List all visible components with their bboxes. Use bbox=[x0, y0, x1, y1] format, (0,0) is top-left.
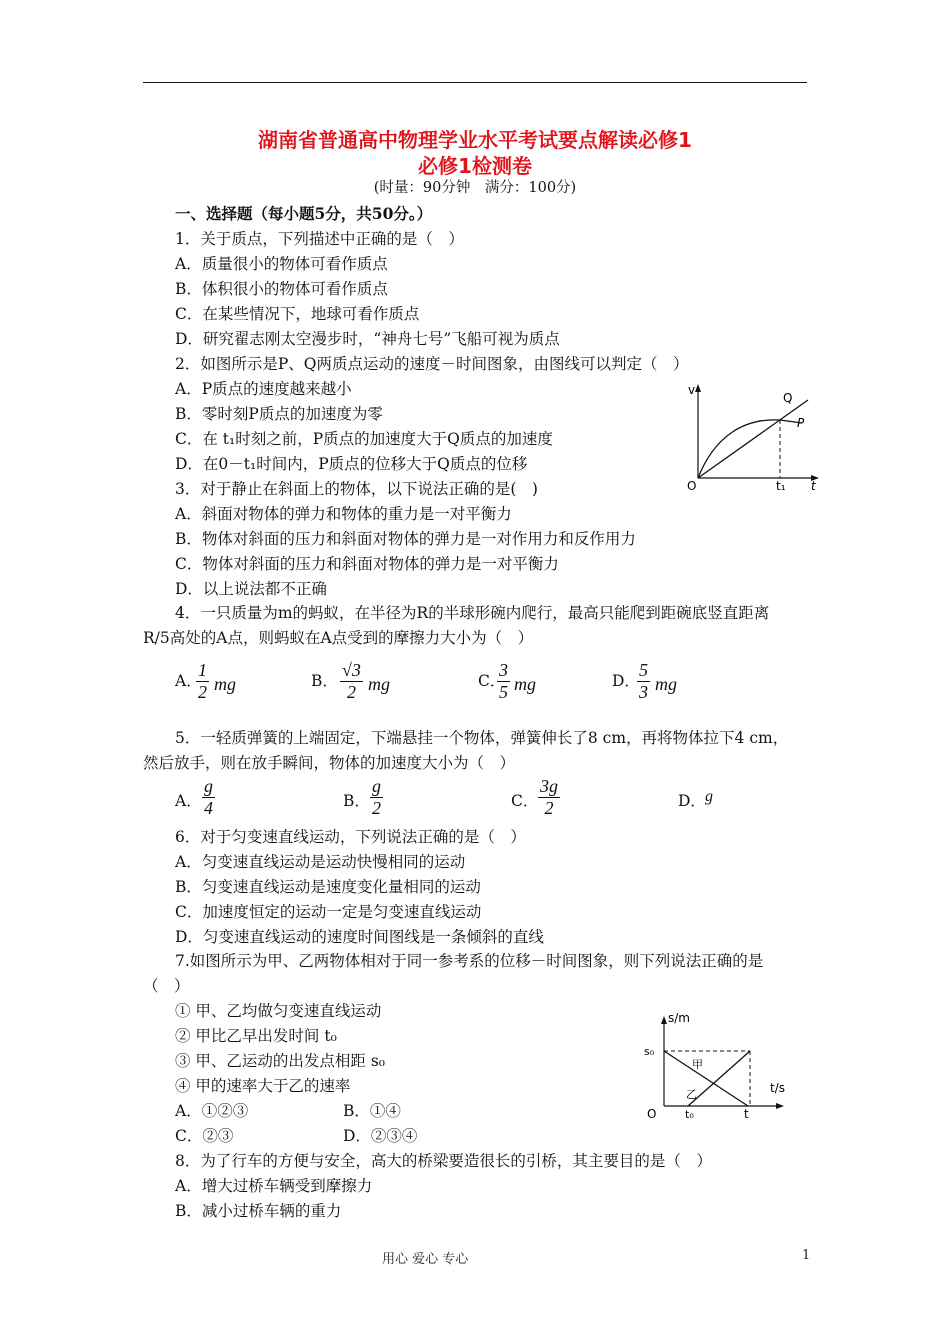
fraction-denominator: 2 bbox=[346, 682, 356, 702]
q4-option-d-fraction bbox=[637, 660, 650, 703]
q5-option-a-label: A． bbox=[175, 792, 202, 810]
label-O: O bbox=[647, 1107, 657, 1121]
label-t1: t₁ bbox=[776, 479, 786, 493]
q5-option-c-label: C． bbox=[511, 792, 539, 810]
q3-option-b: B．物体对斜面的压力和斜面对物体的弹力是一对作用力和反作用力 bbox=[175, 530, 636, 548]
q4-option-b-unit: mg bbox=[368, 674, 390, 694]
q6-option-d: D．匀变速直线运动的速度时间图线是一条倾斜的直线 bbox=[175, 928, 544, 946]
q7-option-a: A．①②③ bbox=[175, 1102, 249, 1120]
question-3: 3．对于静止在斜面上的物体，以下说法正确的是( ) bbox=[175, 480, 538, 498]
label-v: v bbox=[688, 383, 696, 397]
q5-option-c-fraction bbox=[538, 776, 560, 819]
label-s: s/m bbox=[668, 1011, 690, 1025]
q5-option-a-fraction bbox=[202, 776, 215, 819]
q8-option-a: A．增大过桥车辆受到摩擦力 bbox=[175, 1177, 373, 1195]
fraction-numerator: √3 bbox=[342, 660, 361, 680]
q2-option-c: C．在 t₁时刻之前，P质点的加速度大于Q质点的加速度 bbox=[175, 430, 553, 448]
q4-option-c-label: C． bbox=[478, 672, 506, 690]
t-axis-arrow bbox=[776, 1103, 784, 1109]
page-subtitle: 必修1检测卷 bbox=[418, 154, 532, 178]
fraction-denominator: 4 bbox=[204, 798, 213, 818]
q7-option-b: B．①④ bbox=[343, 1102, 401, 1120]
question-7: 7.如图所示为甲、乙两物体相对于同一参考系的位移－时间图象，则下列说法正确的是 bbox=[175, 952, 764, 970]
fraction-numerator: 1 bbox=[198, 660, 207, 680]
q1-option-a: A．质量很小的物体可看作质点 bbox=[175, 255, 388, 273]
q4-option-c-fraction bbox=[497, 660, 510, 703]
label-t: t bbox=[811, 479, 816, 493]
q7-statement-3: ③ 甲、乙运动的出发点相距 s₀ bbox=[175, 1052, 386, 1070]
q1-option-b: B．体积很小的物体可看作质点 bbox=[175, 280, 388, 298]
label-t0: t₀ bbox=[685, 1108, 694, 1121]
q1-option-d: D．研究翟志刚太空漫步时，“神舟七号”飞船可视为质点 bbox=[175, 330, 560, 348]
fraction-numerator: 3 bbox=[499, 660, 508, 680]
label-t: t bbox=[744, 1107, 749, 1121]
q4-option-d-label: D． bbox=[612, 672, 640, 690]
line-Q bbox=[698, 400, 808, 478]
vt-graph-figure bbox=[680, 380, 830, 495]
question-5-cont: 然后放手，则在放手瞬间，物体的加速度大小为（ ） bbox=[143, 754, 516, 772]
q2-option-a: A．P质点的速度越来越小 bbox=[175, 380, 352, 398]
question-4-cont: R/5高处的A点，则蚂蚁在A点受到的摩擦力大小为（ ） bbox=[143, 629, 534, 647]
question-8: 8．为了行车的方便与安全，高大的桥梁要造很长的引桥，其主要目的是（ ） bbox=[175, 1152, 712, 1170]
fraction-denominator: 2 bbox=[544, 798, 554, 818]
q8-option-b: B．减小过桥车辆的重力 bbox=[175, 1202, 342, 1220]
label-s0: s₀ bbox=[644, 1045, 655, 1058]
q3-option-a: A．斜面对物体的弹力和物体的重力是一对平衡力 bbox=[175, 505, 512, 523]
q5-option-d-value: g bbox=[705, 788, 713, 805]
q5-option-b-label: B． bbox=[343, 792, 370, 810]
fraction-numerator: g bbox=[204, 776, 213, 796]
q1-option-c: C．在某些情况下，地球可看作质点 bbox=[175, 305, 420, 323]
label-O: O bbox=[687, 479, 697, 493]
fraction-denominator: 5 bbox=[499, 682, 508, 702]
question-7-cont: （ ） bbox=[143, 977, 190, 995]
q6-option-c: C．加速度恒定的运动一定是匀变速直线运动 bbox=[175, 903, 482, 921]
label-Q: Q bbox=[783, 391, 793, 405]
question-2: 2．如图所示是P、Q两质点运动的速度－时间图象，由图线可以判定（ ） bbox=[175, 355, 689, 373]
q2-option-d: D．在0－t₁时间内，P质点的位移大于Q质点的位移 bbox=[175, 455, 528, 473]
line-jia bbox=[664, 1051, 748, 1106]
label-ts: t/s bbox=[770, 1081, 785, 1095]
q4-option-b-label: B． bbox=[311, 672, 338, 690]
fraction-numerator: 3g bbox=[540, 776, 558, 796]
q7-option-d: D．②③④ bbox=[343, 1127, 418, 1145]
label-jia: 甲 bbox=[692, 1058, 703, 1071]
st-graph-figure bbox=[640, 1008, 810, 1123]
q3-option-c: C．物体对斜面的压力和斜面对物体的弹力是一对平衡力 bbox=[175, 555, 559, 573]
q6-option-a: A．匀变速直线运动是运动快慢相同的运动 bbox=[175, 853, 466, 871]
fraction-denominator: 2 bbox=[372, 798, 381, 818]
curve-P bbox=[698, 420, 802, 478]
question-1: 1．关于质点，下列描述中正确的是（ ） bbox=[175, 230, 464, 248]
question-5: 5．一轻质弹簧的上端固定，下端悬挂一个物体，弹簧伸长了8 cm，再将物体拉下4 cm， bbox=[175, 729, 789, 747]
footer-text: 用心 爱心 专心 bbox=[382, 1252, 469, 1267]
question-4: 4．一只质量为m的蚂蚁，在半径为R的半球形碗内爬行，最高只能爬到距碗底竖直距离 bbox=[175, 604, 770, 622]
fraction-numerator: g bbox=[372, 776, 381, 796]
q4-option-a-label: A． bbox=[175, 672, 202, 690]
q5-option-d-label: D． bbox=[678, 792, 706, 810]
label-yi: 乙 bbox=[686, 1088, 697, 1101]
q6-option-b: B．匀变速直线运动是速度变化量相同的运动 bbox=[175, 878, 481, 896]
section-heading: 一、选择题（每小题5分，共50分。） bbox=[175, 204, 433, 223]
label-P: P bbox=[797, 416, 805, 430]
page-title: 湖南省普通高中物理学业水平考试要点解读必修1 bbox=[258, 128, 692, 152]
exam-timing: (时量：90分钟 满分：100分) bbox=[373, 180, 577, 196]
q4-option-a-fraction bbox=[196, 660, 209, 703]
q4-option-c-unit: mg bbox=[514, 674, 536, 694]
fraction-numerator: 5 bbox=[639, 660, 648, 680]
page-number: 1 bbox=[802, 1248, 811, 1263]
q7-option-c: C．②③ bbox=[175, 1127, 234, 1145]
q4-option-b-fraction bbox=[340, 660, 363, 703]
q2-option-b: B．零时刻P质点的加速度为零 bbox=[175, 405, 383, 423]
q5-option-b-fraction bbox=[370, 776, 383, 819]
q4-option-d-unit: mg bbox=[655, 674, 677, 694]
fraction-denominator: 2 bbox=[198, 682, 207, 702]
q7-statement-1: ① 甲、乙均做匀变速直线运动 bbox=[175, 1002, 382, 1020]
q7-statement-4: ④ 甲的速率大于乙的速率 bbox=[175, 1077, 351, 1095]
top-rule bbox=[143, 82, 807, 83]
q7-statement-2: ② 甲比乙早出发时间 t₀ bbox=[175, 1027, 337, 1045]
q4-option-a-unit: mg bbox=[214, 674, 236, 694]
v-axis-arrow bbox=[695, 384, 701, 392]
fraction-denominator: 3 bbox=[639, 682, 648, 702]
question-6: 6．对于匀变速直线运动，下列说法正确的是（ ） bbox=[175, 828, 526, 846]
s-axis-arrow bbox=[661, 1016, 667, 1024]
q3-option-d: D．以上说法都不正确 bbox=[175, 580, 327, 598]
